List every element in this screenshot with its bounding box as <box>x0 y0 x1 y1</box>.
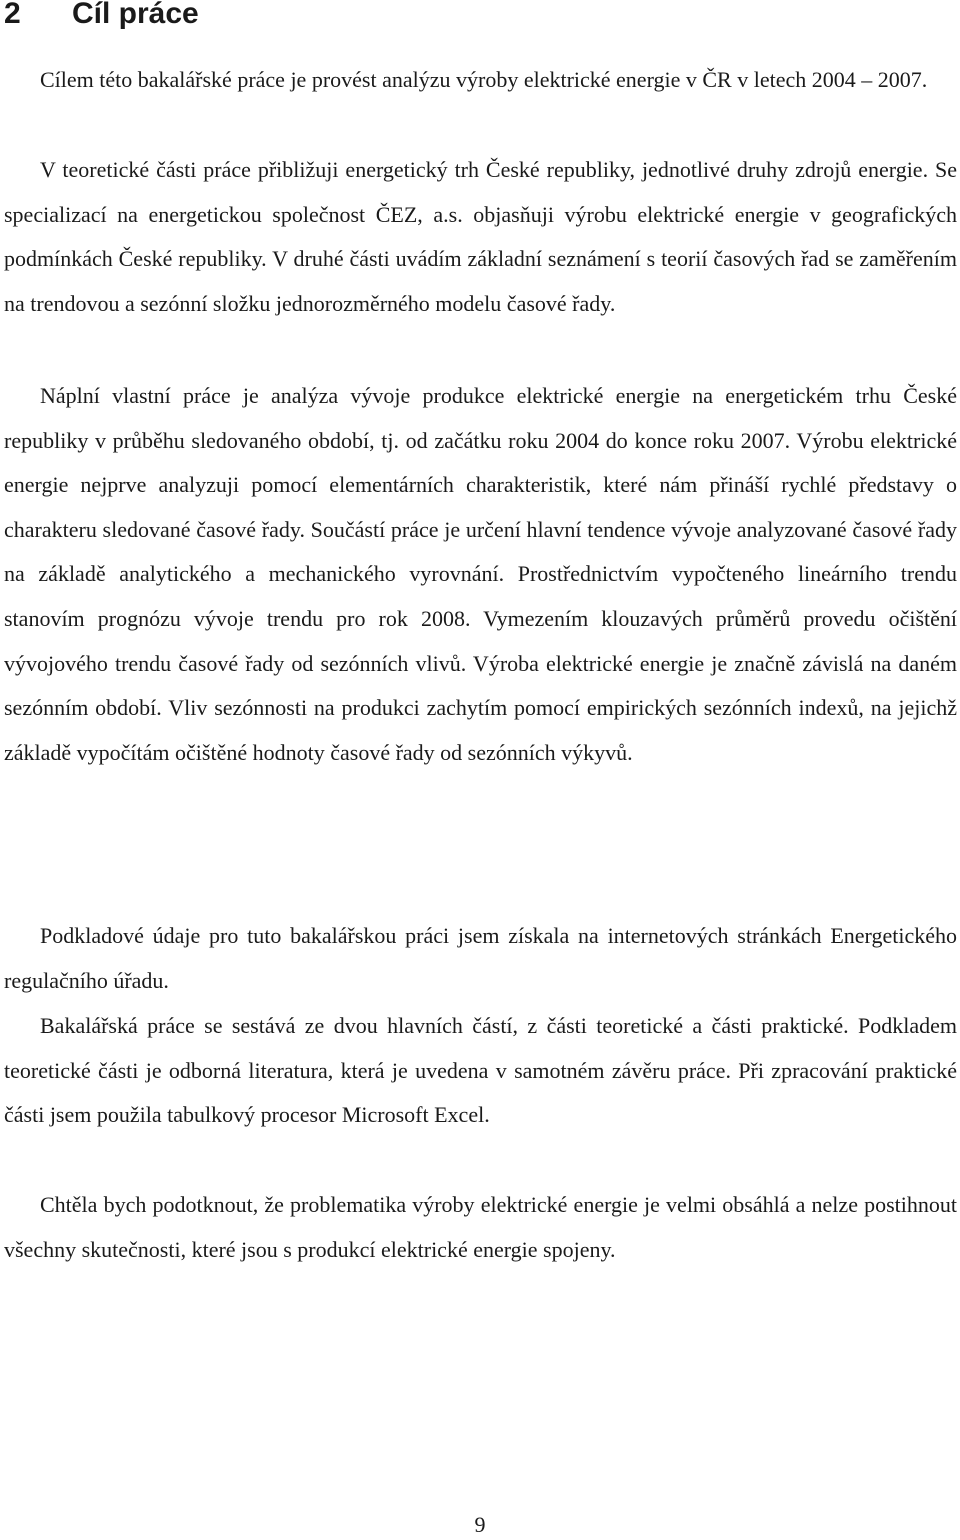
paragraph-goal: Cílem této bakalářské práce je provést analýzu výroby elektrické energie v ČR v letech 2004 – 2007. <box>40 67 928 92</box>
page-number: 9 <box>474 1512 486 1537</box>
paragraph-note: Chtěla bych podotknout, že problematika výroby elektrické energie je velmi obsáhlá a nelze postihnout všechny skutečnosti, které jsou s produkcí elektrické energie spojeny. <box>4 1192 957 1262</box>
chapter-title: Cíl práce <box>72 0 199 30</box>
paragraph-sources: Podkladové údaje pro tuto bakalářskou práci jsem získala na internetových stránkách Energetického regulačního úřadu. <box>4 923 957 993</box>
chapter-number: 2 <box>4 0 21 30</box>
paragraph-theory: V teoretické části práce přibližuji energetický trh České republiky, jednotlivé druhy zdrojů energie. Se specializací na energetickou společnost ČEZ, a.s. objasňuji výrobu elektrické energie v geografických podmínkách České republiky. V druhé části uvádím základní seznámení s teorií časových řad se zaměřením na trendovou a sezónní složku jednorozměrného modelu časové řady. <box>4 157 957 316</box>
chapter-heading <box>4 0 199 34</box>
paragraph-practical: Náplní vlastní práce je analýza vývoje produkce elektrické energie na energetickém trhu České republiky v průběhu sledovaného období, tj. od začátku roku 2004 do konce roku 2007. Výrobu elektrické energie nejprve analyzuji pomocí elementárních charakteristik, které nám přináší rychlé představy o charakteru sledované časové řady. Součástí práce je určení hlavní tendence vývoje analyzované časové řady na základě analytického a mechanického vyrovnání. Prostřednictvím vypočteného lineárního trendu stanovím prognózu vývoje trendu pro rok 2008. Vymezením klouzavých průměrů provedu očištění vývojového trendu časové řady od sezónních vlivů. Výroba elektrické energie je značně závislá na daném sezónním období. Vliv sezónnosti na produkci zachytím pomocí empirických sezónních indexů, na jejichž základě vypočítám očištěné hodnoty časové řady od sezónních výkyvů. <box>4 383 957 765</box>
paragraph-structure: Bakalářská práce se sestává ze dvou hlavních částí, z části teoretické a části praktické. Podkladem teoretické části je odborná literatura, která je uvedena v samotném závěru práce. Při zpracování praktické části jsem použila tabulkový procesor Microsoft Excel. <box>4 1013 957 1128</box>
